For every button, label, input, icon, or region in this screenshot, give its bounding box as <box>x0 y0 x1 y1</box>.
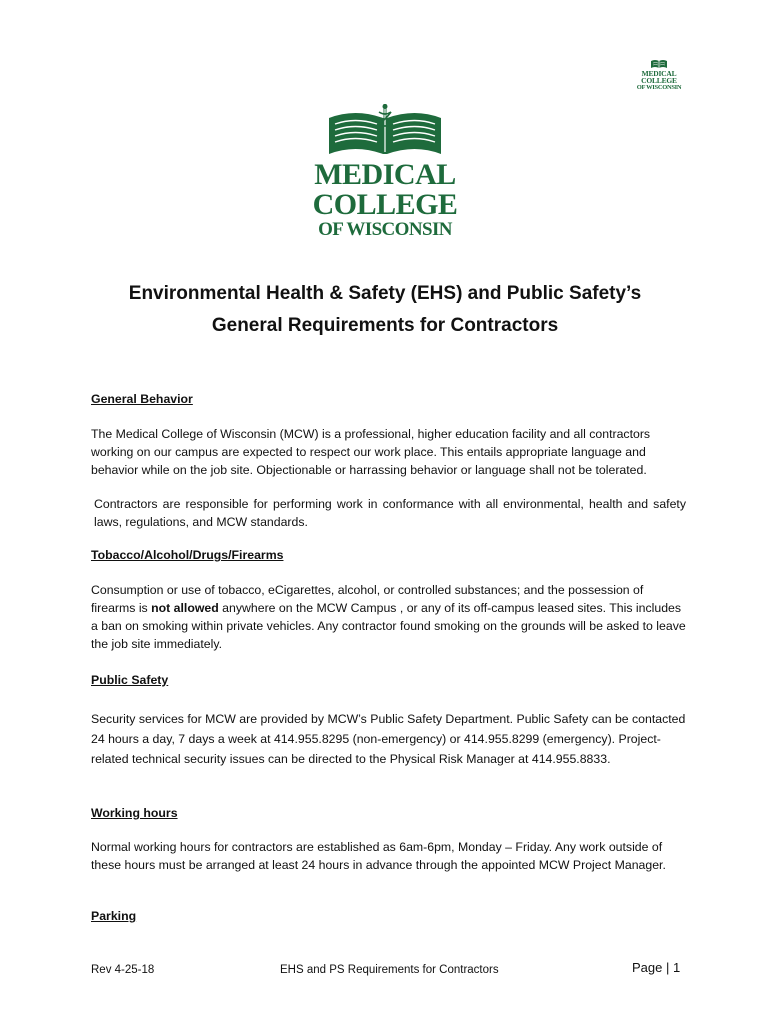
heading-working-hours: Working hours <box>91 806 178 820</box>
heading-general-behavior: General Behavior <box>91 392 193 406</box>
public-safety-paragraph: Security services for MCW are provided by MCW’s Public Safety Department. Public Safety can be contacted 24 hours a day, 7 days a week at 414.955.8295 (non-emergency) or 414.955.8299 (emergency). Project-related technical security issues can be directed to the Physical Risk Manager at 414.955.8833. <box>91 712 686 766</box>
logo-line3: OF WISCONSIN <box>318 219 452 240</box>
logo-line1: MEDICAL <box>314 158 456 191</box>
book-caduceus-icon <box>325 104 445 156</box>
document-title-line2: General Requirements for Contractors <box>211 315 559 336</box>
tobacco-text-before: Consumption or use of tobacco, eCigarettes, alcohol, or controlled substances; and the possession of firearms is <box>91 583 644 615</box>
heading-public-safety: Public Safety <box>91 673 169 687</box>
small-logo-line3: OF WISCONSIN <box>636 84 682 91</box>
tobacco-paragraph <box>91 581 691 653</box>
general-behavior-paragraph: The Medical College of Wisconsin (MCW) is a professional, higher education facility and all contractors working on our campus are expected to respect our work place. This entails appropriate language and behavior while on the job site. Objectionable or harrassing behavior or language shall not be tolerated. <box>91 427 651 477</box>
small-logo-line2: COLLEGE <box>641 76 677 85</box>
working-hours-paragraph: Normal working hours for contractors are established as 6am-6pm, Monday – Friday. Any work outside of these hours must be arranged at least 24 hours in advance through the appointed MCW Project Manager. <box>91 840 666 872</box>
contractor-responsibility-paragraph: Contractors are responsible for performing work in conformance with all environmental, health and safety laws, regulations, and MCW standards. <box>94 497 686 529</box>
tobacco-text-after: anywhere on the MCW Campus , or any of its off-campus leased sites. This includes a ban on smoking within private vehicles. Any contractor found smoking on the grounds will be asked to leave the job site immediately. <box>91 601 686 651</box>
footer-revision: Rev 4-25-18 <box>91 964 155 976</box>
footer-page-number: Page | 1 <box>632 960 681 975</box>
footer-title: EHS and PS Requirements for Contractors <box>280 964 499 976</box>
main-logo <box>300 104 470 240</box>
small-logo-line1: MEDICAL <box>641 69 677 78</box>
document-title-line1: Environmental Health & Safety (EHS) and Public Safety’s <box>128 283 642 304</box>
logo-line2: COLLEGE <box>312 188 458 221</box>
not-allowed-emphasis: not allowed <box>151 601 219 615</box>
small-logo <box>636 58 682 91</box>
heading-parking: Parking <box>91 909 137 923</box>
heading-tobacco: Tobacco/Alcohol/Drugs/Firearms <box>91 548 284 562</box>
